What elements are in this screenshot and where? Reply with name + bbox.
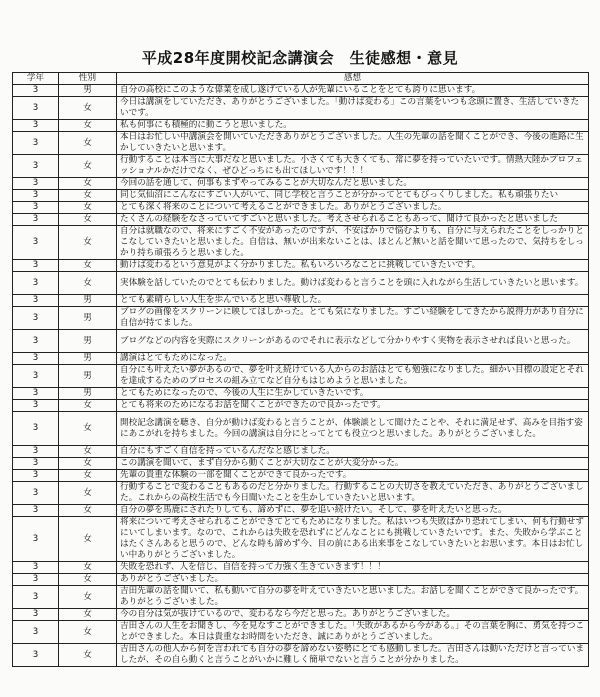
table-row [13,272,589,295]
sex-cell: 女 [59,505,117,517]
grade-cell: 3 [13,190,59,202]
grade-cell: 3 [13,644,59,667]
sex-cell: 女 [59,190,117,202]
comment-cell: 自分の夢を馬鹿にされたりしても、諦めずに、夢を追い続けたい。そして、夢を叶えたいと思った。 [117,505,589,517]
table-row [13,202,589,214]
grade-cell: 3 [13,470,59,482]
comment-cell: 今の自分は気が抜けているので、変わるなら今だと思った。ありがとうございました。 [117,609,589,621]
sex-cell: 女 [59,458,117,470]
table-row [13,446,589,458]
comment-cell: ブログの画像をスクリーンに映してほしかった。とても気になりました。すごい経験をしてきたから説得力があり自分に自信が持てました。 [117,307,589,330]
sex-cell: 女 [59,621,117,644]
comment-cell: 実体験を話していたのでとても伝わりました。動けば変わると言うことを頭に入れながら生活していきたいと思います。 [117,272,589,295]
table-row [13,307,589,330]
grade-cell: 3 [13,517,59,562]
grade-cell: 3 [13,446,59,458]
page-title: 平成28年度開校記念講演会 生徒感想・意見 [141,49,459,67]
sex-cell: 女 [59,586,117,609]
table-row [13,644,589,667]
grade-cell: 3 [13,365,59,388]
comment-cell: 行動することで変わることもあるのだと分かりました。行動することの大切さを教えていただき、ありがとうございました。これからの高校生活でも今日聞いたことを生かしていきたいと思います。 [117,482,589,505]
grade-cell: 3 [13,609,59,621]
grade-cell: 3 [13,574,59,586]
grade-cell: 3 [13,226,59,260]
grade-cell: 3 [13,562,59,574]
sex-cell: 女 [59,470,117,482]
comment-cell: 本日はお忙しい中講演会を開いていただきありがとうございました。人生の先輩の話を聞くことができ、今後の進路に生かしていきたいと思います。 [117,132,589,155]
sex-cell: 女 [59,214,117,226]
comment-cell: ありがとうございました。 [117,574,589,586]
table-row [13,458,589,470]
comment-cell: 同じ気仙沼にこんなにすごい人がいて、同じ学校と言うことが分かってとてもびっくりしました。私も頑張りたい [117,190,589,202]
table-row [13,562,589,574]
comment-cell: たくさんの経験をなさっていてすごいと思いました。考えさせられることもあって、聞けて良かったと思いました [117,214,589,226]
table-row [13,178,589,190]
grade-cell: 3 [13,295,59,307]
header-comment: 感想 [117,73,589,85]
comment-cell: とても素晴らしい人生を歩んでいると思い尊敬した。 [117,295,589,307]
table-row [13,586,589,609]
sex-cell: 女 [59,446,117,458]
grade-cell: 3 [13,214,59,226]
grade-cell: 3 [13,97,59,120]
grade-cell: 3 [13,307,59,330]
sex-cell: 女 [59,97,117,120]
grade-cell: 3 [13,202,59,214]
sex-cell: 女 [59,574,117,586]
grade-cell: 3 [13,388,59,400]
sex-cell: 女 [59,272,117,295]
comment-cell: 将来について考えさせられることができてとてもためになりました。私はいつも失敗ばかり恐れてしまい、何も行動せずにいてしまいます。なので、これからは失敗を恐れずにどんなことにも挑戦していきたいです。また、失敗から学ぶことはたくさんあると思うので、どんな時も諦めず今、目の前にある出来事をこなしていきたいとお思います。本日はお忙しい中ありがとうございました。 [117,517,589,562]
sex-cell: 女 [59,155,117,178]
table-body [13,85,589,667]
sex-cell: 男 [59,295,117,307]
comment-cell: 自分は就職なので、将来にすごく不安があったのですが、不安ばかりで悩むよりも、自分に与えられたことをしっかりとこなしていきたいと思いました。自信は、無いが出来ないことは、ほとんど無いと話を聞いて思ったので、気持ちをしっかり持ち頑張ろうと思いました。 [117,226,589,260]
sex-cell: 男 [59,307,117,330]
grade-cell: 3 [13,260,59,272]
grade-cell: 3 [13,272,59,295]
table-row [13,353,589,365]
comment-cell: とてもためになったので、今後の人生に生かしていきたいです。 [117,388,589,400]
table-row [13,226,589,260]
comment-cell: 講演はとてもためになった。 [117,353,589,365]
sex-cell: 男 [59,353,117,365]
sex-cell: 女 [59,260,117,272]
grade-cell: 3 [13,412,59,446]
comment-cell: ブログなどの内容を実際にスクリーンがあるのでそれに表示などして分かりやすく実物を表示させれば良いと思った。 [117,330,589,353]
table-row [13,365,589,388]
grade-cell: 3 [13,400,59,412]
comment-cell: 吉田先輩の話を聞いて、私も動いて自分の夢を叶えていきたいと思いました。お話しを聞くことができて良かったです。ありがとうございました。 [117,586,589,609]
sex-cell: 男 [59,365,117,388]
sex-cell: 女 [59,517,117,562]
table-row [13,97,589,120]
table-row [13,505,589,517]
table-row [13,517,589,562]
comment-cell: 開校記念講演を聴き、自分が動けば変わると言うことが、体験談として聞けたことや、それに満足せず、高みを目指す姿にあこがれを持ちました。今回の講演は自分にとってとても役立つと思いました。ありがとうございました。 [117,412,589,446]
grade-cell: 3 [13,482,59,505]
table-row [13,412,589,446]
sex-cell: 男 [59,330,117,353]
sex-cell: 女 [59,132,117,155]
sex-cell: 女 [59,412,117,446]
comment-cell: この講演を聞いて、まず自分から動くことが大切なことが大変分かった。 [117,458,589,470]
table-row [13,214,589,226]
comment-cell: 私も何事にも積極的に動こうと思いました。 [117,120,589,132]
grade-cell: 3 [13,132,59,155]
comment-cell: 動けば変わるという意見がよく分かりました。私もいろいろなことに挑戦していきたいです。 [117,260,589,272]
comment-cell: 今回の話を通して、何事もまずやってみることが大切なんだと思いました。 [117,178,589,190]
header-grade: 学年 [13,73,59,85]
table-row [13,609,589,621]
comment-cell: 自分の高校にこのような偉業を成し遂げている人が先輩にいることをとても誇りに思います。 [117,85,589,97]
sex-cell: 女 [59,609,117,621]
sex-cell: 女 [59,120,117,132]
comment-cell: とても深く将来のことについて考えることができました。ありがとうございました。 [117,202,589,214]
table-row [13,621,589,644]
table-row [13,190,589,202]
sex-cell: 女 [59,202,117,214]
sex-cell: 女 [59,644,117,667]
comment-cell: とても将来のためになるお話を聞くことができたので良かったです。 [117,400,589,412]
grade-cell: 3 [13,353,59,365]
table-row [13,260,589,272]
grade-cell: 3 [13,505,59,517]
comment-cell: 行動することは本当に大事だなと思いました。小さくても大きくても、常に夢を持っていたいです。情熱大陸かプロフェッショナルかだけでなく、ぜひどっちにも出てほしいです！！！ [117,155,589,178]
table-row [13,400,589,412]
comments-table [12,72,589,667]
table-row [13,295,589,307]
table-header-row [13,73,589,85]
grade-cell: 3 [13,458,59,470]
grade-cell: 3 [13,178,59,190]
comment-cell: 失敗を恐れず、人を信じ、自信を持って力強く生きていきます！！！ [117,562,589,574]
sex-cell: 女 [59,226,117,260]
grade-cell: 3 [13,586,59,609]
table-row [13,470,589,482]
table-row [13,388,589,400]
sex-cell: 男 [59,388,117,400]
table-row [13,85,589,97]
table-row [13,482,589,505]
sex-cell: 女 [59,482,117,505]
grade-cell: 3 [13,330,59,353]
comment-cell: 自分にも叶えたい夢があるので、夢を叶え続けている人からのお話はとても勉強になりました。細かい目標の設定とそれを達成するためのプロセスの組み立てなど自分もはじめようと思いました。 [117,365,589,388]
comment-cell: 吉田さんの人生をお聞きし、今を見なすことができました。「失敗があるから今がある。」その言葉を胸に、勇気を持つことができました。本日は貴重なお時間をいただき、誠にありがとうございました。 [117,621,589,644]
grade-cell: 3 [13,85,59,97]
sex-cell: 女 [59,562,117,574]
grade-cell: 3 [13,155,59,178]
comment-cell: 今日は講演をしていただき、ありがとうございました。「動けば変わる」この言葉をいつも念頭に置き、生活していきたいです。 [117,97,589,120]
grade-cell: 3 [13,621,59,644]
comment-cell: 吉田さんの他人から何を言われても自分の夢を諦めない姿勢にとても感動しました。吉田さんは動いただけと言っていましたが、その自ら動くと言うことがいかに難しく簡単でないと言うことが分かりました。 [117,644,589,667]
table-row [13,155,589,178]
sex-cell: 男 [59,85,117,97]
sex-cell: 女 [59,178,117,190]
comment-cell: 自分にもすごく自信を持っているんだなと感じました。 [117,446,589,458]
table-row [13,574,589,586]
grade-cell: 3 [13,120,59,132]
table-row [13,120,589,132]
header-sex: 性別 [59,73,117,85]
sex-cell: 女 [59,400,117,412]
table-row [13,330,589,353]
comment-cell: 先輩の貴重な体験の一部を聞くことができて良かったです。 [117,470,589,482]
table-row [13,132,589,155]
